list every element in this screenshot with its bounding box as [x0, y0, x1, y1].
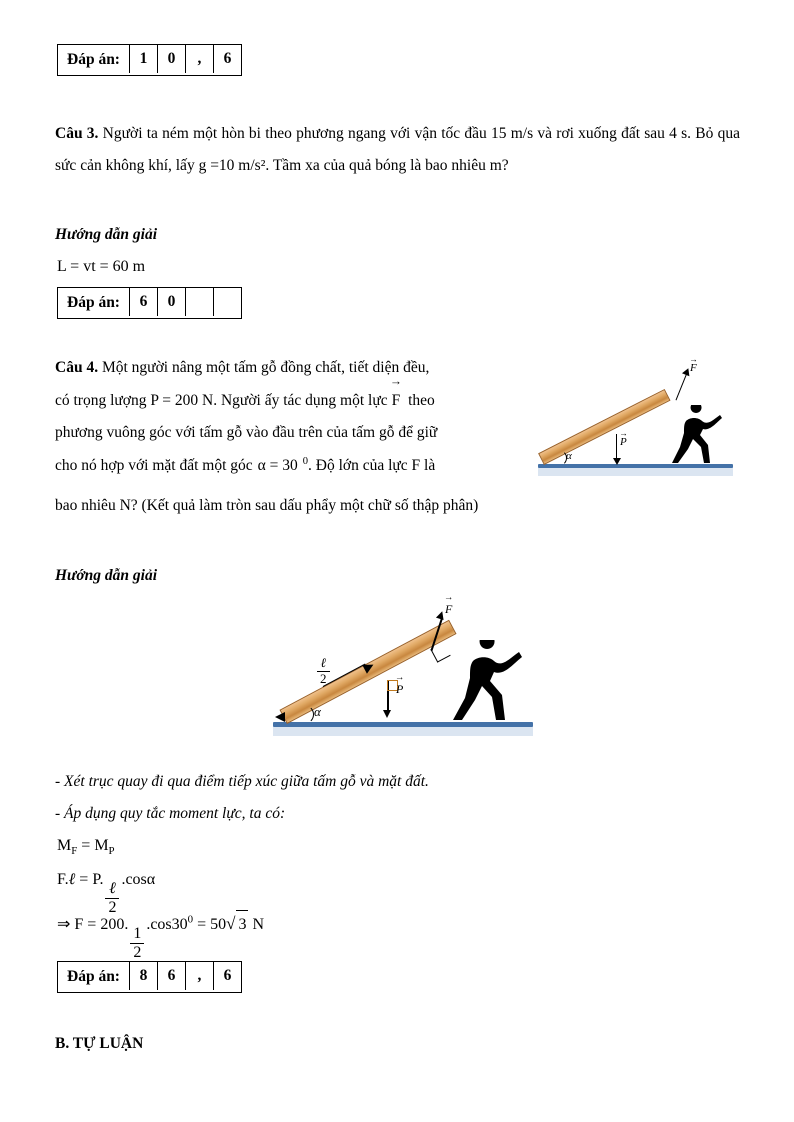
answer-cell: 6	[213, 45, 241, 73]
answer-label: Đáp án:	[67, 51, 120, 68]
angle-degree-sup: 0	[302, 455, 309, 467]
equation-1	[57, 832, 115, 861]
eq3-sup: 0	[187, 913, 194, 926]
equation-3-text	[57, 910, 264, 963]
answer-row	[57, 287, 242, 319]
eq1-right-sub: P	[108, 845, 115, 858]
answer-cell: 6	[213, 962, 241, 990]
question-4-line-2-text: có trọng lượng P = 200 N. Người ấy tác dụng một lực	[55, 391, 388, 409]
eq3-numerator: 1	[130, 925, 144, 944]
question-4-line-4-c: . Độ lớn của lực F là	[308, 456, 436, 474]
solution-note-2-text: - Áp dụng quy tắc moment lực, ta có:	[55, 805, 286, 822]
force-vector-symbol: F →	[392, 385, 401, 418]
eq1-equals: = M	[77, 837, 109, 854]
answer-cell: 0	[157, 45, 185, 73]
sqrt-symbol: √	[226, 914, 236, 933]
axis-arrow-head	[275, 712, 285, 722]
solution-note-2	[55, 798, 740, 830]
answer-box-2	[57, 287, 242, 319]
weight-arrow-head	[613, 458, 621, 465]
formula-3	[57, 253, 145, 280]
person-silhouette	[666, 405, 736, 467]
eq3-b: .cos30	[146, 916, 188, 933]
section-b-heading	[55, 1028, 143, 1060]
inclined-plank-figure-large	[265, 600, 535, 750]
question-4-line-4	[55, 450, 545, 483]
question-3-label: Câu 3.	[55, 125, 99, 142]
eq3-a: ⇒ F = 200.	[57, 916, 129, 933]
answer-box-1	[57, 44, 242, 76]
force-vector-symbol: F →	[690, 362, 697, 374]
angle-label: α	[314, 704, 321, 719]
answer-row	[57, 961, 242, 993]
force-label	[690, 362, 697, 374]
answer-cell	[213, 288, 241, 316]
question-4-line-3: phương vuông góc với tấm gỗ vào đầu trên của tấm gỗ để giữ	[55, 424, 438, 442]
half-length-numerator: ℓ	[317, 656, 330, 672]
answer-cell: 0	[157, 288, 185, 316]
weight-label	[396, 682, 403, 697]
weight-arrow-shaft	[616, 434, 617, 460]
eq2-b: = P.	[75, 871, 104, 888]
force-vector-symbol: F →	[445, 602, 452, 617]
question-4-line-5: bao nhiêu N? (Kết quả làm tròn sau dấu phẩy một chữ số thập phân)	[55, 497, 479, 514]
question-4-line-1	[55, 352, 545, 385]
question-4-block	[55, 352, 545, 482]
weight-arrow-head	[383, 710, 391, 718]
answer-label: Đáp án:	[67, 968, 120, 985]
inclined-plank-figure-small	[538, 360, 743, 485]
answer-box-3	[57, 961, 242, 993]
angle-value: α = 30	[257, 456, 298, 474]
eq3-c: = 50	[193, 916, 227, 933]
half-length-denominator: 2	[320, 671, 327, 687]
weight-label	[620, 436, 627, 448]
eq2-denominator: 2	[108, 899, 117, 917]
answer-label: Đáp án:	[67, 294, 120, 311]
eq3-d: N	[248, 916, 265, 933]
formula-text: L = vt = 60 m	[57, 258, 146, 275]
weight-vector-symbol: P →	[620, 436, 627, 448]
question-4-label: Câu 4.	[55, 359, 99, 376]
answer-cell: 6	[157, 962, 185, 990]
eq3-fraction	[130, 925, 144, 963]
solution-note-1	[55, 766, 740, 798]
half-length-label	[315, 648, 332, 687]
question-4-line-5-block	[55, 490, 740, 522]
answer-cell: 8	[129, 962, 157, 990]
question-4-line-2	[55, 385, 545, 418]
equation-1-text	[57, 832, 115, 861]
answer-cell: 6	[129, 288, 157, 316]
eq3-denominator: 2	[133, 944, 142, 962]
solution-note-1-text: - Xét trục quay đi qua điểm tiếp xúc giữa tấm gỗ và mặt đất.	[55, 773, 429, 790]
answer-cell	[185, 288, 213, 316]
question-3-block	[55, 118, 740, 182]
question-4-line-1-text: Một người nâng một tấm gỗ đồng chất, tiết diện đều,	[98, 359, 430, 376]
person-silhouette	[447, 640, 539, 726]
force-label	[445, 602, 452, 617]
guide-title-text: Hướng dẫn giải	[55, 567, 158, 584]
question-4-line-2-tail: theo	[404, 391, 435, 409]
answer-cell: 1	[129, 45, 157, 73]
guide-title-text: Hướng dẫn giải	[55, 226, 158, 243]
eq1-left: M	[57, 837, 72, 854]
guide-title-3	[55, 219, 740, 251]
eq2-numerator: ℓ	[105, 880, 119, 899]
angle-label: α	[566, 450, 572, 462]
force-arrow-shaft	[676, 374, 688, 400]
sqrt-radicand: 3	[236, 910, 248, 938]
equation-3	[57, 910, 264, 963]
guide-title-4	[55, 560, 740, 592]
section-b-text: B. TỰ LUẬN	[55, 1035, 144, 1052]
eq2-l: ℓ	[68, 871, 76, 888]
question-4-line-4-a: cho nó hợp với mặt đất một góc	[55, 456, 253, 474]
answer-cell: ,	[185, 45, 213, 73]
answer-cell: ,	[185, 962, 213, 990]
question-3-text	[55, 118, 740, 182]
question-3-body: Người ta ném một hòn bi theo phương ngang với vận tốc đầu 15 m/s và rơi xuống đất sau 4 s. Bỏ qua sức cản không khí, lấy g =10 m/s². Tầm xa của quả bóng là bao nhiêu m?	[55, 125, 740, 174]
eq2-c: .cosα	[121, 871, 156, 888]
eq2-a: F.	[57, 871, 69, 888]
plank	[538, 389, 670, 465]
eq1-left-sub: F	[71, 845, 78, 858]
answer-row	[57, 44, 242, 76]
weight-vector-symbol: P →	[396, 682, 403, 697]
